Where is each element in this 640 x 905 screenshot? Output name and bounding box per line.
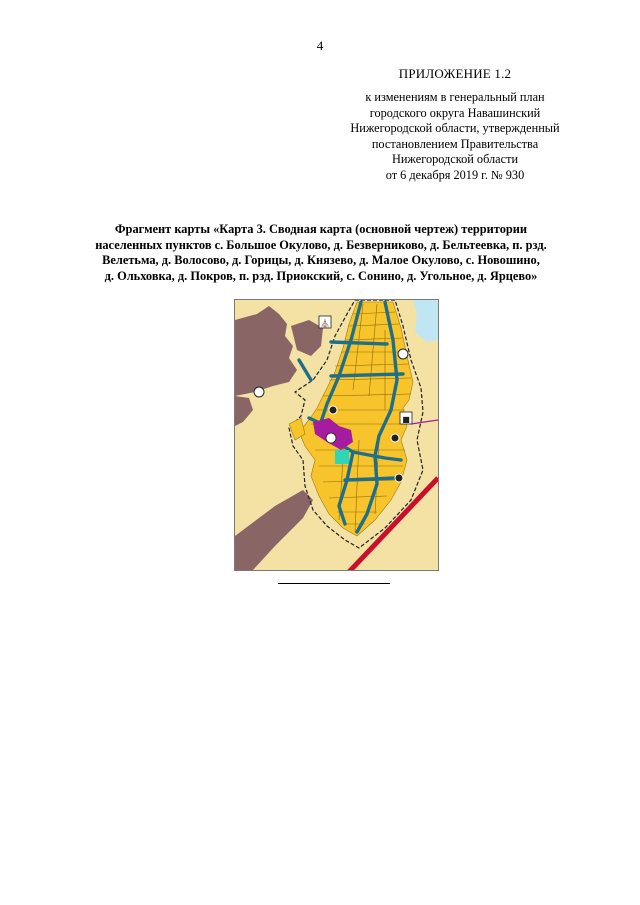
appendix-note-line: постановлением Правительства [371, 136, 539, 151]
appendix-note-line: Нижегородской области, утвержденный [350, 121, 560, 136]
appendix-label: ПРИЛОЖЕНИЕ 1.2 [398, 66, 512, 81]
school-icon [400, 412, 412, 424]
fragment-title-line: Фрагмент карты «Карта 3. Сводная карта (основной чертеж) территории [114, 222, 528, 236]
appendix-note-line: к изменениям в генеральный план [365, 90, 545, 104]
fragment-title-line: Велетьма, д. Волосово, д. Горицы, д. Князево, д. Малое Окулово, с. Новошино, [102, 253, 540, 268]
map-image [235, 300, 438, 570]
appendix-note-line: от 6 декабря 2019 г. № 930 [385, 167, 525, 182]
appendix-note-line: городского округа Навашинский [369, 105, 541, 120]
closing-line [278, 583, 390, 584]
fragment-title-line: населенных пунктов с. Большое Окулово, д. Безверниково, д. Бельтеевка, п. рзд. [95, 237, 547, 252]
store-icon [326, 433, 336, 443]
appendix-note-line: Нижегородской области [391, 152, 519, 167]
fragment-title-line: д. Ольховка, д. Покров, п. рзд. Приокский, с. Сонино, д. Угольное, д. Ярцево» [104, 268, 538, 283]
svg-text:⛪: ⛪ [320, 319, 330, 328]
map-fragment [234, 299, 439, 571]
page-number: 4 [316, 38, 324, 53]
church-icon [319, 316, 331, 328]
fragment-title [80, 222, 562, 284]
green-zone [335, 450, 349, 464]
appendix-note [330, 90, 580, 184]
svg-text:■: ■ [402, 415, 410, 424]
